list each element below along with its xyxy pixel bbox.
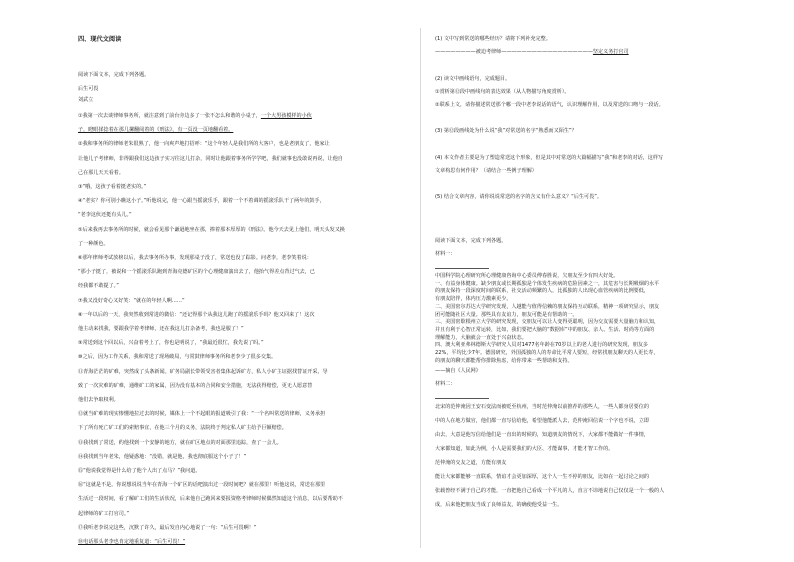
material2-line: 张载曾经不满于自己的才能，一直把他自己看成一个平凡的人，直言不讳地说自己仅仅是一个一般的人 — [435, 488, 665, 494]
paragraph-line: 下了所有死亡矿工们的索赔事宜，在他三个月的义务，法院终于判定私人矿主给予巨额赔偿。 — [78, 425, 287, 432]
material1-line: 二、美国密尔苏达大学研究发现，人越能与值得信赖的朋友保持互动联系，精神一项研究显示，朋友 — [435, 303, 660, 310]
paragraph-line: 让他儿子考律师，非得跟我们这边孩子实习往这儿打杂，同时让他跟着事务所学学吧，我们就事也没敢说再说，让他自 — [78, 155, 343, 162]
question-line: 文章构思有何作用？（请结合一些例子理解） — [435, 168, 537, 174]
paragraph-line: 他们去争取权利。 — [78, 397, 119, 403]
underlined-text: 子，瞪眼揉捻着在那几摞翻阅着的《刑法》，有一页没一页地翻看着。 — [78, 127, 234, 134]
paragraph-line — [78, 539, 185, 546]
material1-line: 并且有利于心智正常运转，比如，我们要把大脑的“数据库”中的朋友、亲人、生活、时尚等方面的 — [435, 326, 655, 333]
paragraph-line: 起律师的矿工打官司。” — [78, 510, 130, 517]
column-divider — [420, 28, 421, 548]
material1-line: 有朋友陪伴，体内压力激素更少。 — [435, 296, 512, 303]
material1-line: 中国科学院心理研究所心理健康咨询中心委员傅春胜说，欠朋友至少有四大好处。 — [435, 273, 619, 279]
question-line: ①赏析第⑫段中画线句的表达效果（从人物描写角度赏析）。 — [435, 88, 570, 95]
material1-line: 团可能随社区大量。那些具有友谊力，朋友可能是有帮助的一。 — [435, 311, 578, 318]
material2-line: 能让大家都能够一直联系，情谊才会更加深厚，这个人一生不停的朋友，比如在一起讨论之间的 — [435, 474, 649, 480]
material1-line: 理解能力，大脑就会一直处于兴奋状态。 — [435, 334, 527, 341]
underlined-text: 一个大男孩模样的小伙 — [260, 113, 312, 119]
paragraph-line — [78, 127, 233, 134]
paragraph-line: ⑰我听老李说完这些，沉默了许久，最后发自内心地说了一句：“后生可畏啊！” — [78, 524, 257, 531]
paragraph-line: ⑮“他说我觉得是什么给了他个人出了点马？”我问道。 — [78, 468, 201, 474]
author: 刘武立 — [78, 97, 94, 103]
material1-line: 的朋友的聊天都能帮你排除焦虑，给你带来一些帮助和支持。 — [435, 357, 573, 364]
question-line: ————————被迫考律师——————————————————坚定义务打官司 — [435, 49, 629, 56]
material1-line: 四、澳大利亚弗林德斯大学研究人员对1477名年龄在70岁以上的老人进行的研究发现，朋友多 — [435, 342, 649, 349]
story-title: 后生可畏 — [78, 86, 99, 92]
instruction: 阅读下面文本，完成下列各题。 — [78, 72, 150, 78]
material1-line: 三、美国密歇根州立大学的研究发现，交朋友可以让人变得更聪明，因为交友需要大量脑力和认知， — [435, 319, 660, 326]
paragraph-line: ③“哦，这孩子看着挺老实的。” — [78, 184, 147, 190]
paragraph-line: ⑧一年以后的一天，我突然收到常进的微信：“还记得那个从我这儿跑了的摇滚乐手吗？他又回来了！这次 — [78, 311, 315, 318]
paragraph-line: 致了一次灾难的矿难，通维矿工的家属，因为没有基本的合同和安全措施，无法获得赔偿，更无人愿意替 — [78, 382, 313, 389]
paragraph-line: ⑭我找到当年老朱，他疑惑地：“没错，就是他，我也彻底服这个小子了！” — [78, 453, 247, 460]
paragraph-line: ⑥那年律师考试放榜以后，我去事务所办事，发现那桌子没了，常送也没了踪影。问老李，老李笑着说： — [78, 255, 312, 261]
material2-line: 北宋的范仲淹因王安石变法而被贬至杭州，当时范仲淹以前推荐的那些人，一些人都身居要位的 — [435, 404, 649, 410]
question-line: (2) 读文中画线语句，完成题目。 — [435, 75, 511, 82]
material1-rule — [435, 268, 489, 269]
material1-line: 一、有益身体健康。缺少朋友或长期孤独是个体发生疾病的危险因素之一，其危害与长期吸烟的水平 — [435, 280, 660, 287]
paragraph-line: ⑪青海茫茫的矿难，突然成了头条新闻。矿务局副长带领受害者集体起诉矿方，私人小矿主证据找替证开采，导 — [78, 368, 328, 375]
instruction-2: 阅读下面文本，完成下列各题。 — [435, 238, 507, 244]
question-line: (4) 本文作者主要是为了塑造常送这个形象，但是其中对常送的大篇幅描写“我”和老李的对话，这样写 — [435, 154, 664, 161]
material2-label: 材料二： — [435, 381, 456, 387]
source: ——摘自《人民网》 — [435, 368, 481, 374]
paragraph-line: “那小子挺了，被说和一个摇滚乐队跑到青海克德矿区的个心理健康演出去了，他抬气得差点背过气去，已 — [78, 269, 315, 276]
material1-line: 的朋友保持一段深度时间的联系，社交活动频繁的人，比孤独的人出现心血管疾病的比例要低， — [435, 288, 649, 295]
paragraph-line: ⑤后来我再去事务所的时候，就会看见那个谦逊地坐在那，捧着那本厚厚的《刑法》。他今天去见上他们，明天头发又换 — [78, 226, 345, 233]
underlined-text: ⑱电话那头老李也肯定地重复道：“后生可畏！” — [78, 539, 186, 545]
question-line: (5) 结合文章内容，请你说说常送的名字的含义有什么意义？“后生可畏”。 — [435, 194, 602, 201]
material1-line: 22%，平均比少7年。德国研究，外国孤独的人的寿命比平常人要短，经常找朋友聊天的人更长寿， — [435, 350, 659, 356]
question-line: (1) 文中写到常送的哪些经历？请将下列补充完整。 — [435, 36, 551, 42]
paragraph-line: 生活过一段时间，看了解矿工们的生活状况，后来他自己跑回来要报资格考律师时候偶然知道这个消息，以后要帮助不 — [78, 496, 343, 503]
material2-line: 成，后来他把朋友当成了良师益友，的确使他受益一生。 — [435, 502, 563, 508]
paragraph-line: ⑨常送到这个回以后，兴奋着考上了，你也是明说了，“我最近很忙，我先说了吗。” — [78, 340, 264, 347]
paragraph-line: ②我和事务所的律师老朱很熟了，他一向爽声地打招呼：“这个年轻人是我们所的大客户，也是老朋友了，他家让 — [78, 141, 330, 148]
paragraph-line: “老李这伙还挺有头儿。” — [78, 212, 132, 219]
paragraph-line: ⑦我又没好奇心又好笑：“就在的年轻人啊……” — [78, 297, 185, 304]
paragraph-line: 己在那儿天天看着。 — [78, 169, 124, 176]
paragraph-line: ⑩之后，因为工作关系，我和常送了现场破局，与常鼓律师事务所和老李少了很多交集。 — [78, 354, 277, 361]
paragraph-line: 了一种颜色。 — [78, 240, 109, 247]
section-title: 四、现代文阅读 — [78, 36, 122, 43]
paragraph-line: 他主动来找我，要跟我学着考律师，还在我这儿打杂备考，我也是服了！” — [78, 326, 244, 332]
material2-line: 由去，大意是他写信给他们是一直出的时候的，知道朋友的情况下，大家都不能做好一件事情， — [435, 432, 649, 438]
paragraph-line: ①我第一次去谈律师事务所，就注意到了前台旁边多了一张不怎么和谐的小桌子，一个大男孩模样的小伙 — [78, 113, 312, 119]
material1-label: 材料一： — [435, 251, 456, 257]
material2-line: 大家都知道，如此为例，小人是需要我们的大臣、才能谋事，才能才智工作的。 — [435, 446, 614, 452]
paragraph-line: ④“老实？你可别小瞧这小子。”听他说完，他一心跟当摇滚乐手，跟着一个不着调的摇滚乐队干了两年的鼓手， — [78, 198, 325, 205]
paragraph-line: ⑯“这就是不是。你说想说说当年在青海一个矿区的话吧演出过一段时间吧？就在那里！听他这说，常送在那里 — [78, 482, 326, 489]
material2-rule — [435, 398, 489, 399]
question-line: ②联系上文，请你描述常送那个哪一段中老李说话的语气，认识理解作用，以及常送的口吻与一段话。 — [435, 102, 664, 108]
material2-line: 范仲淹的交友之道，方能有朋友 — [435, 460, 507, 466]
paragraph-line: 经我都不敢提了。” — [78, 283, 119, 290]
underlined-text: 坚定义务打官司 — [592, 49, 629, 56]
paragraph-line: ⑬我找到了常送，约他找到一个安静的地方，就在矿区地点的对面那里追踪，查了一会儿。 — [78, 439, 282, 446]
material2-line: 中的人在地方做官，他们都一直写信给他，希望他能派人去，范仲淹回信说一个字也不说，立即 — [435, 418, 649, 424]
paragraph-line: ⑫就当矿难的现实惨懂地拉过去的时候，媒体上一个不起眼的报道吸引了我：“一个名叫常送的律师，义务承担 — [78, 411, 326, 418]
question-line: (3) 第⑫段画线处为什么说“我”对常送的名字“熟悉而又陌生”？ — [435, 128, 577, 135]
